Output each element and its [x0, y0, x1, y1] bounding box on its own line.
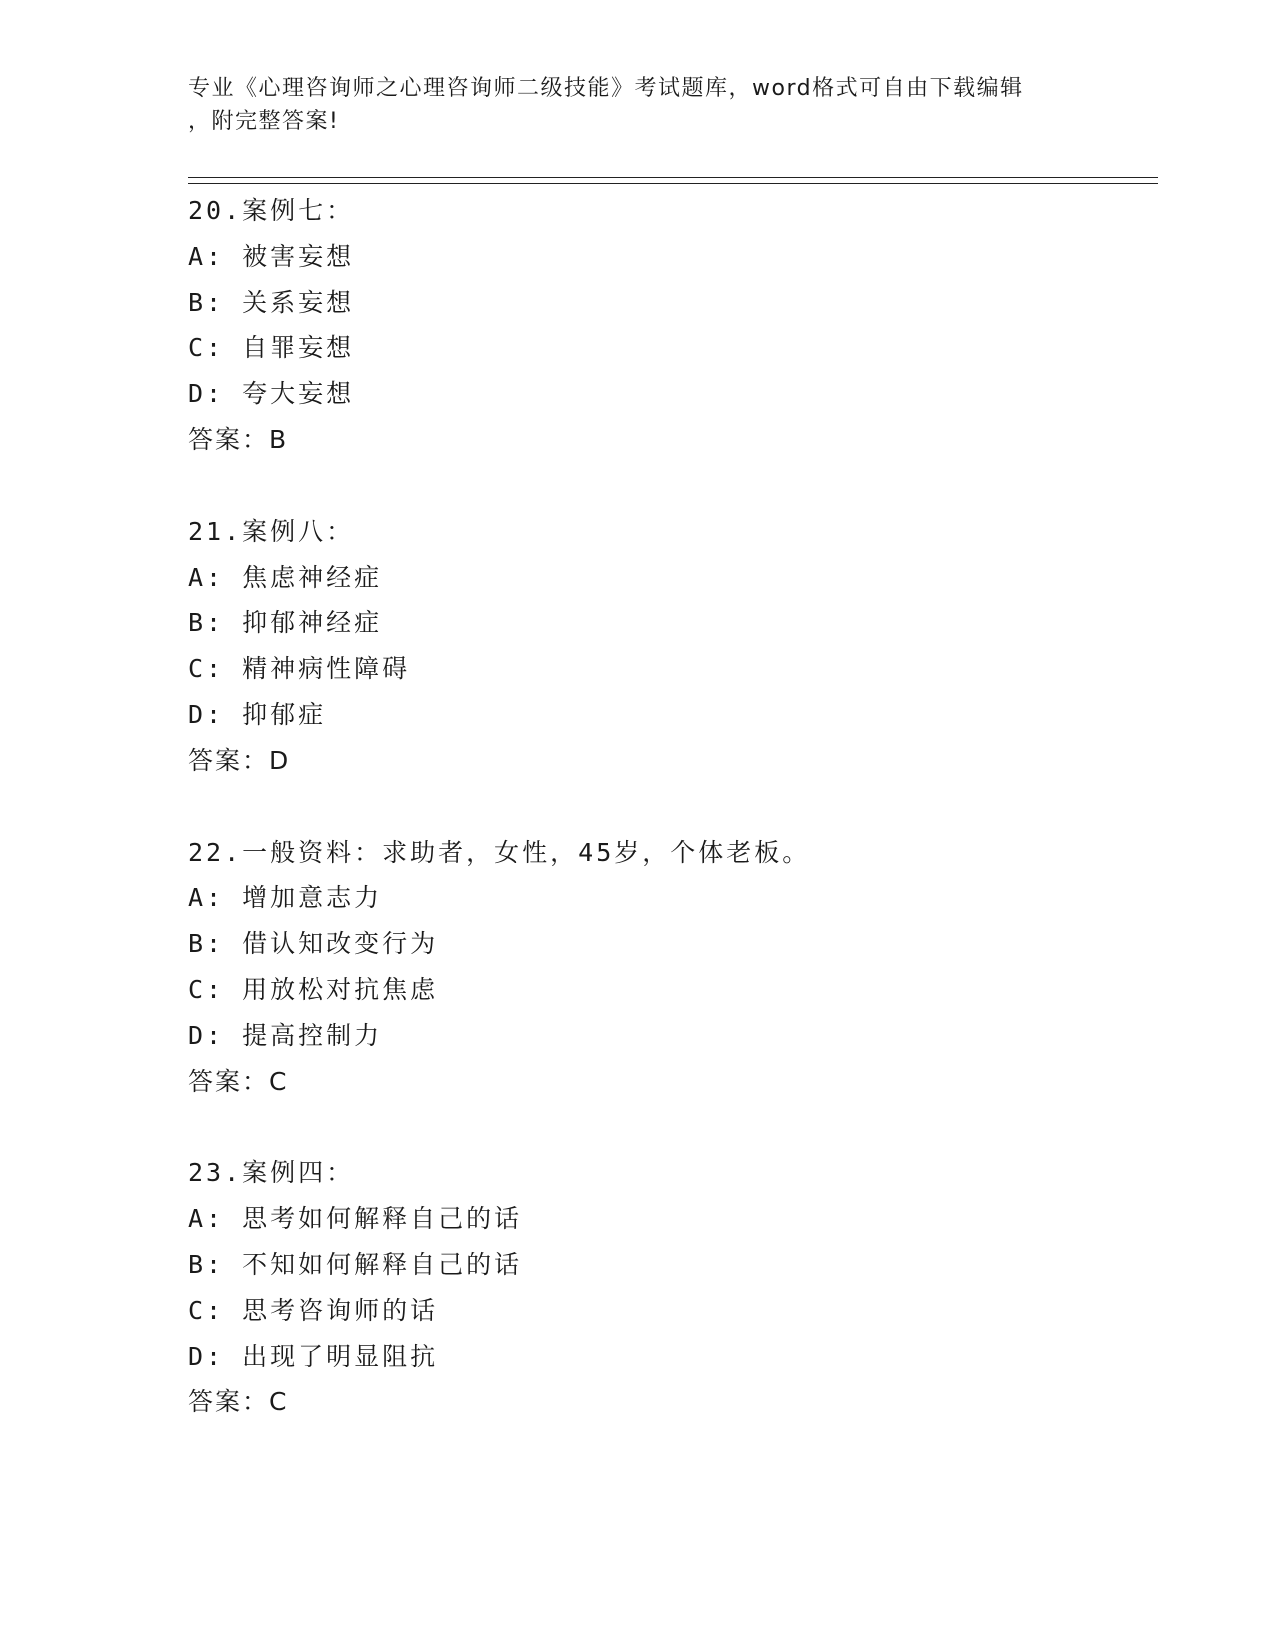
option-c: C: 精神病性障碍 [188, 654, 411, 684]
document-header [188, 72, 1088, 138]
question-stem: 20.案例七： [188, 196, 355, 225]
option-c: C: 思考咨询师的话 [188, 1295, 439, 1325]
option-d: D: 夸大妄想 [188, 379, 355, 409]
option-c: C: 用放松对抗焦虑 [188, 974, 439, 1004]
question-list [188, 188, 1148, 1471]
answer-line: 答案：D [188, 745, 291, 775]
answer-line: 答案：C [188, 1066, 289, 1096]
question-stem: 23.案例四： [188, 1158, 355, 1188]
header-line-2: ，附完整答案! [188, 109, 340, 134]
question-stem: 21.案例八： [188, 516, 355, 546]
question-21 [188, 509, 1148, 784]
question-22 [188, 830, 1148, 1105]
option-d: D: 抑郁症 [188, 699, 327, 729]
question-stem: 22.一般资料：求助者，女性，45岁，个体老板。 [188, 837, 811, 867]
option-a: A: 焦虑神经症 [188, 562, 383, 592]
option-b: B: 借认知改变行为 [188, 929, 439, 959]
option-d: D: 出现了明显阻抗 [188, 1341, 439, 1371]
answer-line: 答案：C [188, 1387, 289, 1417]
option-c: C: 自罪妄想 [188, 333, 355, 363]
option-b: B: 关系妄想 [188, 287, 355, 317]
option-a: A: 被害妄想 [188, 241, 355, 271]
question-20 [188, 188, 1148, 463]
question-23 [188, 1150, 1148, 1425]
answer-line: 答案：B [188, 424, 289, 454]
option-b: B: 抑郁神经症 [188, 608, 383, 638]
header-line-1: 专业《心理咨询师之心理咨询师二级技能》考试题库，word格式可自由下载编辑 [188, 76, 1024, 101]
option-a: A: 思考如何解释自己的话 [188, 1204, 523, 1234]
option-d: D: 提高控制力 [188, 1020, 383, 1050]
option-a: A: 增加意志力 [188, 883, 383, 913]
header-divider [188, 177, 1158, 184]
option-b: B: 不知如何解释自己的话 [188, 1249, 523, 1279]
